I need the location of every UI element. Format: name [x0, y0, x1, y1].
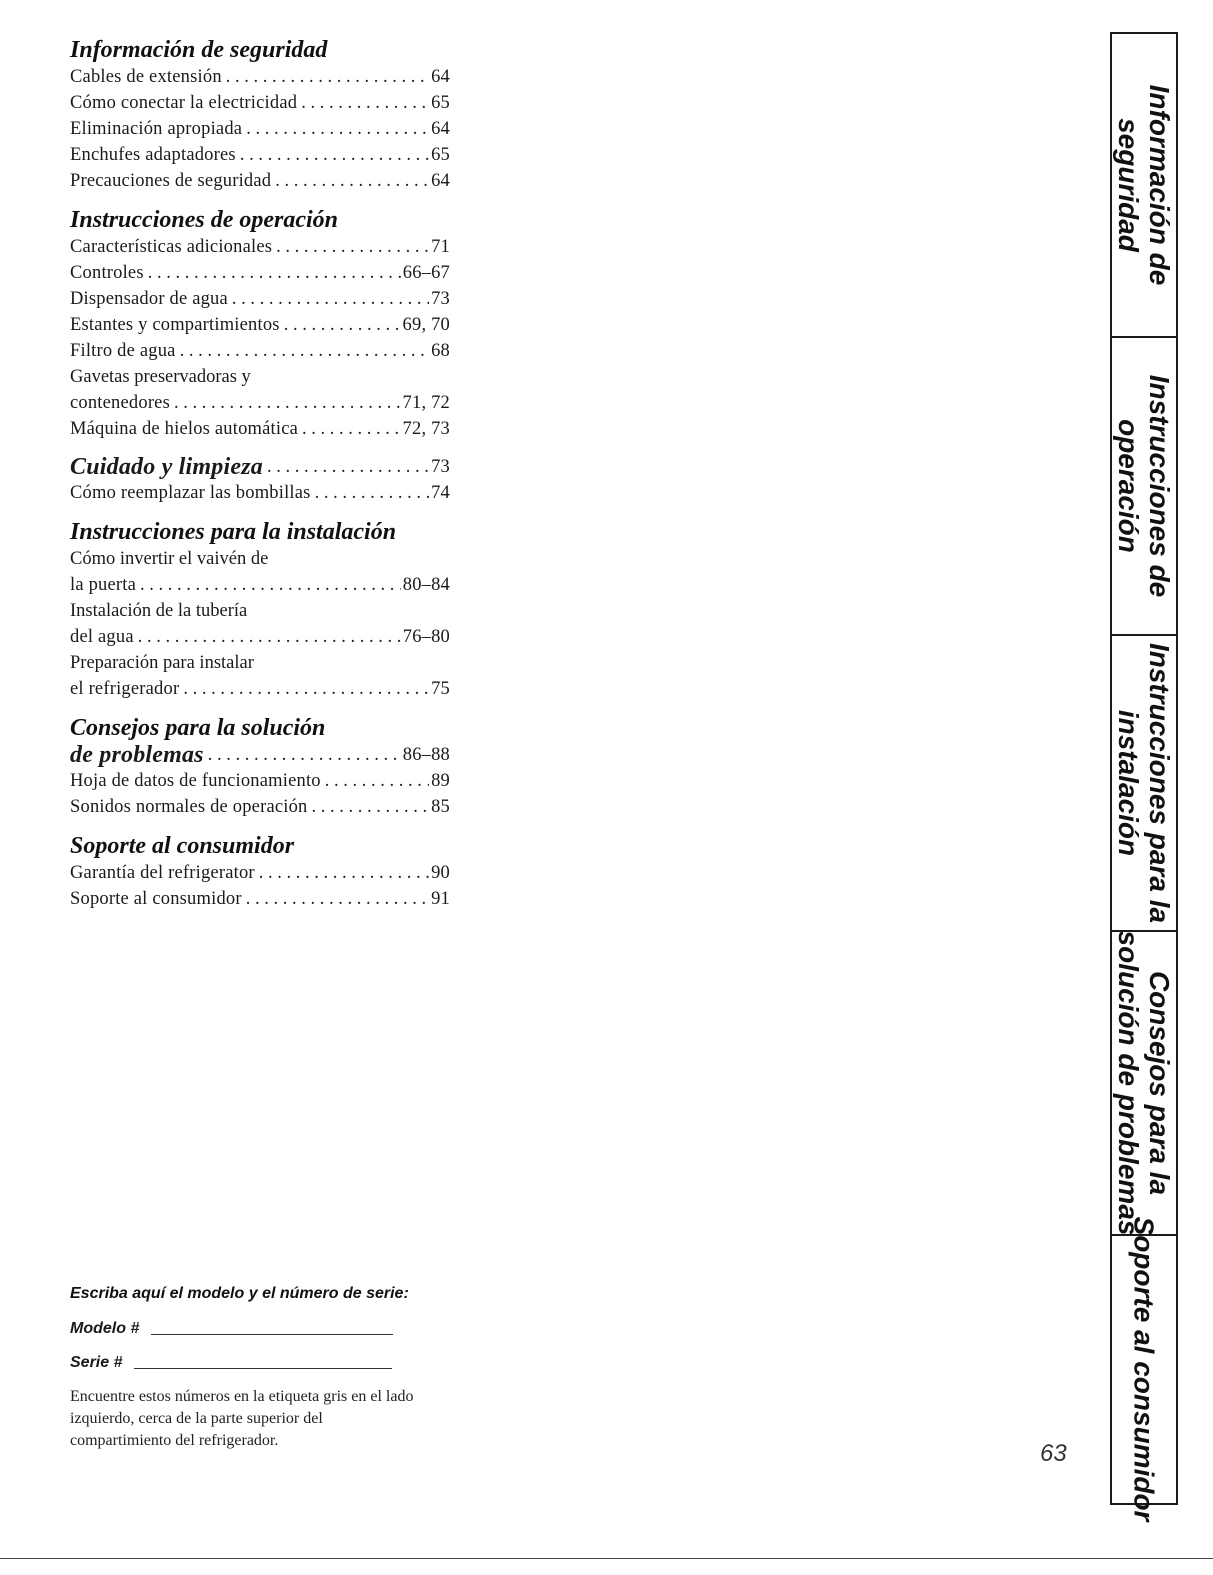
bottom-divider — [0, 1558, 1213, 1559]
toc-entry-section-title[interactable] — [70, 454, 450, 480]
toc-entry[interactable] — [70, 286, 450, 312]
toc-entry[interactable] — [70, 260, 450, 286]
entry-page: 64 — [431, 67, 450, 87]
serial-heading: Escriba aquí el modelo y el número de serie: — [70, 1285, 409, 1302]
toc-section-support — [70, 832, 450, 912]
toc-entry-continued: Gavetas preservadoras y — [70, 367, 251, 387]
toc-entry[interactable] — [70, 624, 450, 650]
entry-label: Precauciones de seguridad — [70, 171, 272, 191]
entry-label: Filtro de agua — [70, 341, 176, 361]
section-title: Información de seguridad — [70, 37, 328, 63]
toc-entry[interactable] — [70, 768, 450, 794]
entry-page: 90 — [431, 863, 450, 883]
entry-label: Cómo reemplazar las bombillas — [70, 483, 311, 503]
tab-label-line: Soporte al consumidor — [1128, 1216, 1160, 1522]
dot-leader — [176, 338, 430, 364]
tab-troubleshooting[interactable] — [1112, 930, 1176, 1234]
toc-entry[interactable] — [70, 572, 450, 598]
tab-label-line: Instrucciones para la — [1144, 642, 1175, 924]
entry-label: Dispensador de agua — [70, 289, 228, 309]
toc-section-operation — [70, 206, 450, 442]
toc-entry[interactable] — [70, 90, 450, 116]
entry-page: 75 — [431, 679, 450, 699]
entry-label: Características adicionales — [70, 237, 273, 257]
dot-leader — [170, 390, 401, 416]
toc-entry[interactable] — [70, 116, 450, 142]
toc-entry-continued: Cómo invertir el vaivén de — [70, 549, 269, 569]
section-title: Instrucciones para la instalación — [70, 519, 397, 545]
dot-leader — [136, 572, 401, 598]
toc-entry[interactable] — [70, 794, 450, 820]
entry-label: la puerta — [70, 575, 136, 595]
entry-page: 69, 70 — [402, 315, 450, 335]
dot-leader — [298, 416, 401, 442]
entry-page: 71 — [431, 237, 450, 257]
tab-label — [1113, 85, 1175, 286]
entry-label: del agua — [70, 627, 134, 647]
tab-label — [1113, 375, 1175, 598]
dot-leader — [272, 234, 429, 260]
entry-page: 85 — [431, 797, 450, 817]
toc-section-care — [70, 454, 450, 506]
serial-note: Encuentre estos números en la etiqueta gris en el lado izquierdo, cerca de la parte superior del compartimiento del refrigerador. — [70, 1388, 414, 1449]
serial-number-line[interactable] — [134, 1367, 392, 1369]
toc-entry[interactable] — [70, 480, 450, 506]
dot-leader — [255, 860, 429, 886]
entry-page: 76–80 — [402, 627, 450, 647]
entry-label: Soporte al consumidor — [70, 889, 242, 909]
entry-label: contenedores — [70, 393, 170, 413]
toc-section-troubleshooting — [70, 714, 450, 820]
toc-section-installation — [70, 518, 450, 702]
entry-label: Máquina de hielos automática — [70, 419, 299, 439]
tab-label-line: operación — [1113, 419, 1144, 553]
tab-label-line: seguridad — [1113, 118, 1144, 252]
toc-entry[interactable] — [70, 234, 450, 260]
model-serial-box — [70, 1283, 430, 1452]
entry-page: 64 — [431, 171, 450, 191]
toc-entry[interactable] — [70, 338, 450, 364]
tab-consumer-support[interactable] — [1112, 1216, 1176, 1522]
dot-leader — [311, 480, 430, 506]
entry-page: 80–84 — [402, 575, 450, 595]
toc-entry-continued: Preparación para instalar — [70, 653, 254, 673]
entry-page: 68 — [431, 341, 450, 361]
toc-entry[interactable] — [70, 416, 450, 442]
toc-entry-section-title[interactable] — [70, 742, 450, 768]
dot-leader — [308, 794, 430, 820]
tab-label-line: Instrucciones de — [1144, 374, 1175, 598]
page-number: 63 — [1040, 1440, 1067, 1467]
entry-label: Estantes y compartimientos — [70, 315, 280, 335]
tab-operation[interactable] — [1112, 336, 1176, 634]
entry-page: 86–88 — [402, 745, 450, 765]
model-number-line[interactable] — [151, 1333, 393, 1335]
entry-label: Cómo conectar la electricidad — [70, 93, 298, 113]
entry-label: Enchufes adaptadores — [70, 145, 236, 165]
table-of-contents — [70, 36, 450, 924]
entry-label: Controles — [70, 263, 144, 283]
tab-label-line: instalación — [1113, 709, 1144, 857]
dot-leader — [271, 168, 429, 194]
tab-label-line: Consejos para la — [1144, 970, 1175, 1196]
toc-entry[interactable] — [70, 312, 450, 338]
toc-section-safety — [70, 36, 450, 194]
entry-page: 66–67 — [402, 263, 450, 283]
entry-page: 73 — [431, 289, 450, 309]
entry-page: 65 — [431, 93, 450, 113]
toc-entry[interactable] — [70, 676, 450, 702]
entry-page: 74 — [431, 483, 450, 503]
entry-page: 72, 73 — [402, 419, 450, 439]
dot-leader — [179, 676, 429, 702]
tab-label-line: Información de — [1144, 84, 1175, 286]
dot-leader — [321, 768, 429, 794]
dot-leader — [144, 260, 401, 286]
entry-page: 73 — [431, 457, 450, 477]
tab-label — [1129, 1217, 1160, 1522]
dot-leader — [228, 286, 429, 312]
model-label: Modelo # — [70, 1320, 140, 1337]
toc-entry[interactable] — [70, 168, 450, 194]
section-title: Instrucciones de operación — [70, 207, 339, 233]
tab-label — [1113, 931, 1175, 1236]
dot-leader — [236, 142, 429, 168]
serial-label: Serie # — [70, 1354, 123, 1371]
section-title: Soporte al consumidor — [70, 833, 295, 859]
tab-safety[interactable] — [1112, 34, 1176, 336]
entry-label: Garantía del refrigerator — [70, 863, 255, 883]
dot-leader — [204, 742, 401, 768]
dot-leader — [242, 886, 429, 912]
entry-page: 71, 72 — [402, 393, 450, 413]
toc-entry[interactable] — [70, 64, 450, 90]
section-title-line: Consejos para la solución — [70, 715, 326, 741]
section-title-line: de problemas — [70, 742, 204, 768]
model-row — [70, 1320, 430, 1338]
toc-entry[interactable] — [70, 142, 450, 168]
entry-label: el refrigerador — [70, 679, 180, 699]
entry-page: 64 — [431, 119, 450, 139]
dot-leader — [222, 64, 429, 90]
serial-row — [70, 1354, 430, 1372]
entry-label: Cables de extensión — [70, 67, 222, 87]
section-title: Cuidado y limpieza — [70, 454, 263, 480]
entry-label: Sonidos normales de operación — [70, 797, 308, 817]
entry-page: 91 — [431, 889, 450, 909]
dot-leader — [134, 624, 401, 650]
toc-entry[interactable] — [70, 860, 450, 886]
tab-label-line: solución de problemas — [1113, 930, 1144, 1236]
entry-label: Hoja de datos de funcionamiento — [70, 771, 321, 791]
toc-entry[interactable] — [70, 886, 450, 912]
dot-leader — [280, 312, 401, 338]
dot-leader — [263, 454, 429, 480]
dot-leader — [297, 90, 429, 116]
toc-entry[interactable] — [70, 390, 450, 416]
entry-page: 65 — [431, 145, 450, 165]
toc-entry-continued: Instalación de la tubería — [70, 601, 248, 621]
entry-page: 89 — [431, 771, 450, 791]
tab-label — [1113, 643, 1175, 923]
tab-installation[interactable] — [1112, 634, 1176, 930]
entry-label: Eliminación apropiada — [70, 119, 243, 139]
dot-leader — [242, 116, 429, 142]
section-tabs — [1110, 32, 1178, 1522]
